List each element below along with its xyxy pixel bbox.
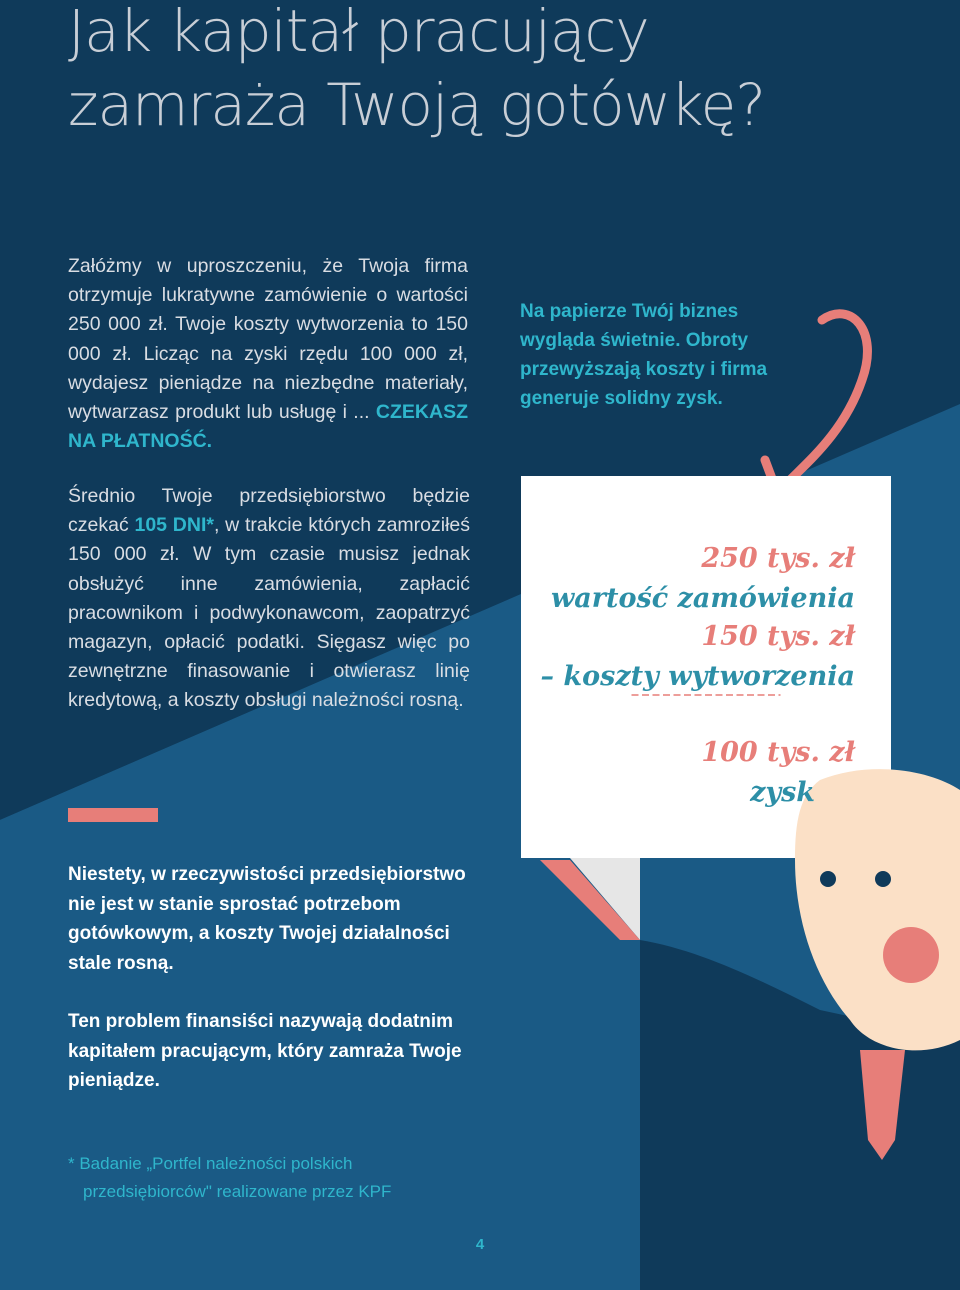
paper-hint: Na papierze Twój biznes wygląda świetnie. Obroty przewyższają koszty i firma generuje solidny zysk.	[520, 301, 768, 409]
average-days-paragraph: Średnio Twoje przedsiębiorstwo będzie czekać 105 DNI*, w trakcie których zamroziłeś 150 000 zł. W tym czasie musisz jednak obsłużyć inne zamówienia, zapłacić pracownikom i podwykonawcom, zaopatrzyć magazyn, opłacić podatki. Sięgasz więc po zewnętrzne finasowanie i otwierasz linię kredytową, a koszty obsługi należności rosną.	[68, 485, 471, 712]
character-eye-right	[875, 871, 891, 887]
title-line-1: Jak kapitał pracujący	[68, 0, 649, 65]
character-cheek	[883, 927, 939, 983]
footnote-line-1: * Badanie „Portfel należności polskich	[68, 1154, 353, 1173]
title-line-2: zamraża Twoją gotówkę?	[68, 71, 766, 139]
profit-value: 100 tys. zł	[701, 737, 855, 768]
arrow-icon	[790, 314, 867, 480]
wait-highlight: CZEKASZ NA PŁATNOŚĆ.	[68, 401, 468, 453]
order-value-label: wartość zamówienia	[551, 583, 855, 614]
production-cost-label: – koszty wytworzenia	[540, 661, 855, 692]
days-highlight: 105 DNI*	[134, 514, 214, 537]
order-value: 250 tys. zł	[701, 543, 855, 574]
character-eye-left	[820, 871, 836, 887]
sum-line	[557, 694, 855, 696]
working-capital-paragraph: Ten problem finansiści nazywają dodatnim kapitałem pracującym, który zamraża Twoje pieniądze.	[68, 1011, 462, 1091]
footnote	[68, 1150, 448, 1206]
profit-label: zysk	[750, 777, 815, 808]
footnote-line-2: przedsiębiorców" realizowane przez KPF	[83, 1182, 392, 1201]
production-cost: 150 tys. zł	[701, 621, 855, 652]
calculation-sheet	[521, 476, 891, 856]
page-number: 4	[475, 1236, 485, 1253]
reality-paragraph: Niestety, w rzeczywistości przedsiębiorstwo nie jest w stanie sprostać potrzebom gotówkowym, a koszty Twojej działalności stale rosną.	[68, 864, 466, 974]
intro-paragraph: Załóżmy w uproszczeniu, że Twoja firma otrzymuje lukratywne zamówienie o wartości 250 000 zł. Twoje koszty wytworzenia to 150 000 zł. Licząc na zyski rzędu 100 000 zł, wydajesz pieniądze na niezbędne materiały, wytwarzasz produkt lub usługę i ... CZEKASZ NA PŁATNOŚĆ.	[68, 255, 468, 453]
